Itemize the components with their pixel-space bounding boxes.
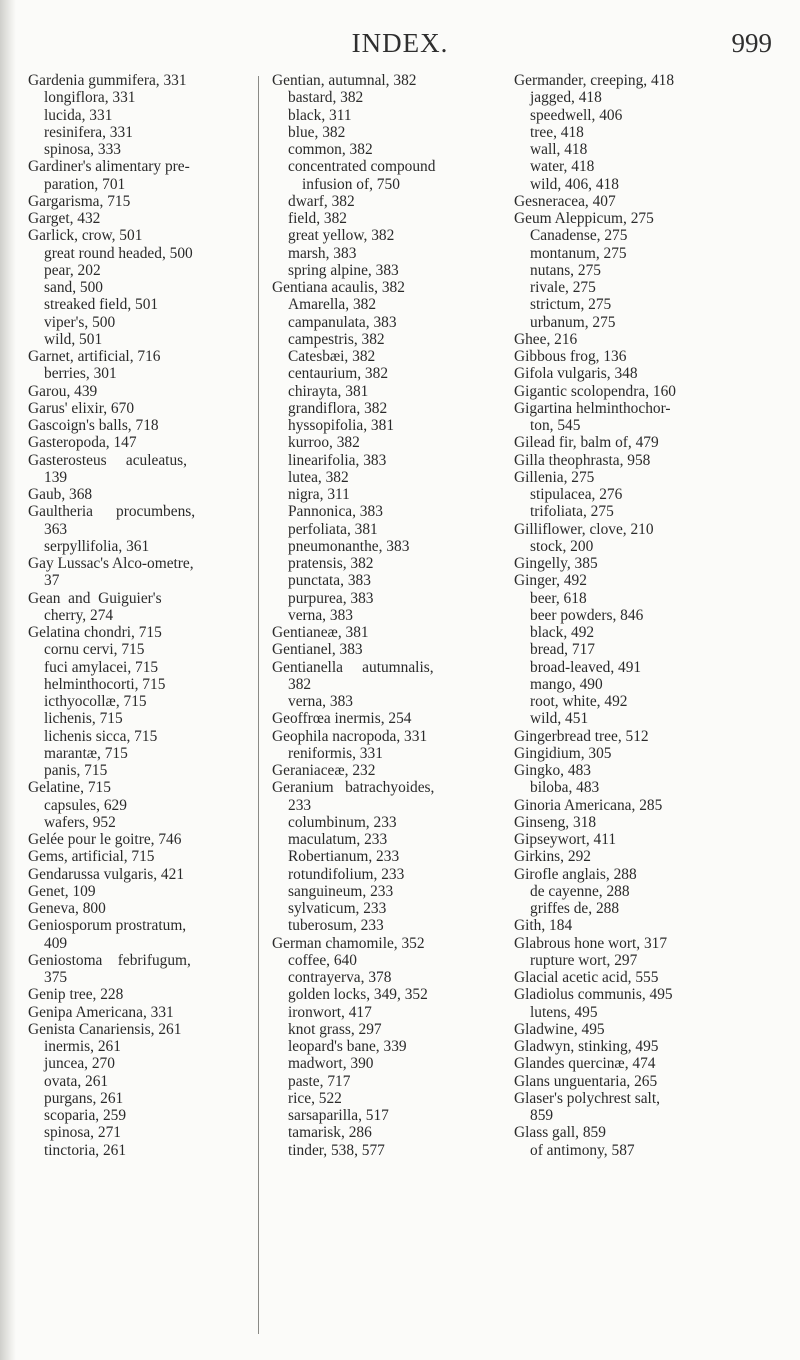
index-column-2 [272,72,484,1159]
index-entry: 859 [530,1107,554,1124]
index-entry: strictum, 275 [530,296,612,314]
index-entry: beer powders, 846 [530,606,644,624]
index-entry: wild, 406, 418 [530,175,619,193]
index-entry: Glabrous hone wort, 317 [514,934,668,952]
index-entry: cherry, 274 [44,606,114,624]
index-entry: Gilla theophrasta, 958 [514,451,651,469]
index-entry: wild, 501 [44,330,103,348]
index-entry: helminthocorti, 715 [44,675,166,693]
index-entry: campestris, 382 [288,330,385,348]
index-entry: stock, 200 [530,537,594,555]
index-entry: urbanum, 275 [530,313,616,331]
index-entry: root, white, 492 [530,693,628,710]
index-entry: 363 [44,520,68,538]
index-entry: tinctoria, 261 [44,1141,127,1159]
index-entry: Gillenia, 275 [514,468,595,486]
index-entry: Gardiner's alimentary pre- [28,158,190,176]
index-entry: Catesbæi, 382 [288,348,376,365]
page-header [0,28,800,68]
index-entry: Pannonica, 383 [288,503,383,521]
index-entry: ovata, 261 [44,1072,109,1090]
index-entry: scoparia, 259 [44,1107,127,1124]
index-entry: paration, 701 [44,175,126,193]
index-entry: Gasteropoda, 147 [28,434,137,452]
index-entry: black, 492 [530,624,595,641]
index-entry: Garlick, crow, 501 [28,227,143,245]
index-entry: concentrated compound [288,158,436,176]
index-entry: perfoliata, 381 [288,520,378,538]
index-entry: common, 382 [288,141,373,158]
index-entry: lichenis sicca, 715 [44,727,158,745]
index-entry: Gentianeæ, 381 [272,624,369,641]
index-entry: Gelée pour le goitre, 746 [28,831,182,848]
index-entry: leopard's bane, 339 [288,1038,407,1055]
index-entry: maculatum, 233 [288,831,388,848]
index-entry: rivale, 275 [530,279,596,296]
index-entry: Glass gall, 859 [514,1124,606,1142]
index-entry: kurroo, 382 [288,434,360,452]
index-entry: knot grass, 297 [288,1020,382,1038]
index-entry: griffes de, 288 [530,900,620,917]
index-entry: montanum, 275 [530,244,627,262]
index-entry: pratensis, 382 [288,555,374,572]
index-entry: tamarisk, 286 [288,1124,372,1142]
index-entry: black, 311 [288,106,352,124]
index-entry: lutens, 495 [530,1003,598,1021]
index-entry: Gigantic scolopendra, 160 [514,382,676,400]
index-entry: lichenis, 715 [44,710,123,728]
index-entry: Gentianel, 383 [272,641,363,659]
index-entry: verna, 383 [288,606,353,624]
index-entry: Robertianum, 233 [288,848,400,866]
index-entry: streaked field, 501 [44,296,159,314]
index-entry: centaurium, 382 [288,365,389,383]
index-entry: Gigartina helminthochor- [514,399,671,417]
index-entry: resinifera, 331 [44,123,133,141]
index-entry: rotundifolium, 233 [288,865,405,883]
index-entry: jagged, 418 [530,89,602,107]
index-entry: Geneva, 800 [28,900,106,917]
index-entry: Gaub, 368 [28,486,93,503]
index-entry: cornu cervi, 715 [44,641,145,659]
index-entry: coffee, 640 [288,951,357,969]
index-entry: Geum Aleppicum, 275 [514,210,654,227]
index-entry: great round headed, 500 [44,244,193,262]
index-entry: tree, 418 [530,123,584,141]
index-entry: columbinum, 233 [288,813,397,831]
column-rule [258,76,259,1334]
index-entry: Genista Canariensis, 261 [28,1020,182,1038]
index-entry: tuberosum, 233 [288,917,384,935]
page-number: 999 [731,28,772,58]
index-entry: serpyllifolia, 361 [44,537,150,555]
index-entry: Ginoria Americana, 285 [514,796,663,814]
index-entry: Garou, 439 [28,382,98,400]
index-entry: purgans, 261 [44,1089,124,1107]
index-entry: Gibbous frog, 136 [514,348,627,365]
index-entry: nigra, 311 [288,486,350,503]
index-entry: German chamomile, 352 [272,934,425,952]
index-entry: speedwell, 406 [530,106,623,124]
index-entry: Geranium batrachyoides, [272,779,435,797]
index-entry: Geniosporum prostratum, [28,917,187,935]
index-entry: Geophila nacropoda, 331 [272,727,428,745]
index-entry: grandiflora, 382 [288,399,388,417]
index-entry: Gingko, 483 [514,762,591,779]
index-entry: beer, 618 [530,589,587,607]
index-entry: Garget, 432 [28,210,101,227]
index-entry: marantæ, 715 [44,744,128,762]
index-entry: broad-leaved, 491 [530,658,642,676]
index-entry: Gaultheria procumbens, [28,503,196,521]
index-entry: Genet, 109 [28,882,96,900]
index-entry: campanulata, 383 [288,313,397,331]
index-entry: Gay Lussac's Alco-ometre, [28,555,194,572]
index-entry: Gipseywort, 411 [514,831,617,848]
index-column-3 [514,72,772,1159]
index-entry: Genip tree, 228 [28,986,124,1004]
index-entry: punctata, 383 [288,572,371,590]
index-entry: water, 418 [530,158,595,176]
index-entry: spinosa, 333 [44,141,121,158]
index-entry: Gingidium, 305 [514,744,612,762]
index-entry: Gladiolus communis, 495 [514,986,673,1004]
index-entry: Glans unguentaria, 265 [514,1072,658,1090]
index-entry: Gentiana acaulis, 382 [272,279,405,296]
index-entry: Ghee, 216 [514,330,578,348]
index-entry: Germander, creeping, 418 [514,72,675,89]
index-entry: lutea, 382 [288,468,349,486]
index-entry: wafers, 952 [44,813,116,831]
index-entry: sand, 500 [44,279,103,296]
index-entry: viper's, 500 [44,313,116,331]
index-entry: bastard, 382 [288,89,364,107]
index-entry: wall, 418 [530,141,588,158]
index-entry: Gith, 184 [514,917,573,935]
index-entry: 233 [288,796,312,814]
index-entry: spinosa, 271 [44,1124,121,1142]
index-entry: tinder, 538, 577 [288,1141,385,1159]
index-entry: Ginseng, 318 [514,813,597,831]
index-entry: longiflora, 331 [44,89,136,107]
index-entry: reniformis, 331 [288,744,383,762]
index-entry: juncea, 270 [44,1055,115,1073]
index-entry: Gelatina chondri, 715 [28,624,162,641]
index-entry: Gladwine, 495 [514,1020,605,1038]
index-entry: 375 [44,969,68,986]
index-entry: Gems, artificial, 715 [28,848,155,866]
index-entry: nutans, 275 [530,261,601,279]
index-entry: Gascoign's balls, 718 [28,417,159,434]
index-entry: Ginger, 492 [514,572,587,590]
index-entry: 139 [44,468,68,486]
index-entry: biloba, 483 [530,779,600,797]
index-entry: Gendarussa vulgaris, 421 [28,865,185,883]
index-entry: paste, 717 [288,1072,351,1090]
index-entry: madwort, 390 [288,1055,374,1073]
index-entry: Genipa Americana, 331 [28,1003,174,1021]
index-entry: Garus' elixir, 670 [28,399,135,417]
index-entry: Gelatine, 715 [28,779,111,797]
index-entry: Gentianella autumnalis, [272,658,434,676]
index-entry: inermis, 261 [44,1038,121,1055]
index-entry: Gean and Guiguier's [28,589,162,607]
index-entry: sarsaparilla, 517 [288,1107,389,1124]
index-entry: hyssopifolia, 381 [288,417,395,434]
index-entry: golden locks, 349, 352 [288,986,428,1004]
index-entry: Garnet, artificial, 716 [28,348,161,365]
index-entry: stipulacea, 276 [530,486,623,503]
index-entry: rupture wort, 297 [530,951,638,969]
index-entry: Girofle anglais, 288 [514,865,637,883]
index-entry: purpurea, 383 [288,589,374,607]
index-entry: panis, 715 [44,762,108,779]
index-entry: Amarella, 382 [288,296,377,314]
index-entry: Gladwyn, stinking, 495 [514,1038,659,1055]
index-entry: Geniostoma febrifugum, [28,951,191,969]
index-entry: spring alpine, 383 [288,261,399,279]
index-entry: linearifolia, 383 [288,451,387,469]
index-entry: Gentian, autumnal, 382 [272,72,417,89]
index-entry: bread, 717 [530,641,595,659]
index-entry: 409 [44,934,68,952]
index-entry: Canadense, 275 [530,227,628,245]
index-entry: Gardenia gummifera, 331 [28,72,187,89]
index-entry: marsh, 383 [288,244,357,262]
index-entry: Gasterosteus aculeatus, [28,451,187,469]
index-entry: Gifola vulgaris, 348 [514,365,638,383]
index-entry: wild, 451 [530,710,589,728]
index-entry: rice, 522 [288,1089,342,1107]
index-entry: 382 [288,675,312,693]
index-entry: Gargarisma, 715 [28,192,131,210]
index-entry: great yellow, 382 [288,227,395,245]
page-title: INDEX. [351,28,449,58]
index-entry: de cayenne, 288 [530,882,630,900]
index-entry: lucida, 331 [44,106,113,124]
index-entry: Glandes quercinæ, 474 [514,1055,656,1073]
index-entry: blue, 382 [288,123,346,141]
index-entry: field, 382 [288,210,347,227]
index-entry: 37 [44,572,60,590]
index-entry: verna, 383 [288,693,353,710]
index-entry: ton, 545 [530,417,581,434]
index-entry: icthyocollæ, 715 [44,693,147,710]
index-entry: capsules, 629 [44,796,127,814]
index-entry: pear, 202 [44,261,101,279]
page-spine-shadow [0,0,16,1360]
index-entry: Girkins, 292 [514,848,591,866]
index-entry: sanguineum, 233 [288,882,394,900]
index-entry: fuci amylacei, 715 [44,658,159,676]
index-entry: of antimony, 587 [530,1141,635,1159]
index-entry: Glacial acetic acid, 555 [514,969,659,986]
index-entry: Gilliflower, clove, 210 [514,520,654,538]
index-entry: Gesneracea, 407 [514,192,616,210]
index-entry: mango, 490 [530,675,603,693]
index-entry: Geoffrœa inermis, 254 [272,710,412,728]
index-entry: Gilead fir, balm of, 479 [514,434,659,452]
index-entry: ironwort, 417 [288,1003,372,1021]
index-entry: Glaser's polychrest salt, [514,1089,660,1107]
index-entry: Gingelly, 385 [514,555,598,572]
index-entry: trifoliata, 275 [530,503,614,521]
index-entry: sylvaticum, 233 [288,900,387,917]
index-entry: contrayerva, 378 [288,969,392,986]
index-column-1 [28,72,238,1159]
index-entry: Geraniaceæ, 232 [272,762,376,779]
index-entry: berries, 301 [44,365,117,383]
index-entry: dwarf, 382 [288,192,355,210]
index-entry: pneumonanthe, 383 [288,537,410,555]
index-entry: infusion of, 750 [302,175,400,193]
index-entry: Gingerbread tree, 512 [514,727,649,745]
index-entry: chirayta, 381 [288,382,369,400]
